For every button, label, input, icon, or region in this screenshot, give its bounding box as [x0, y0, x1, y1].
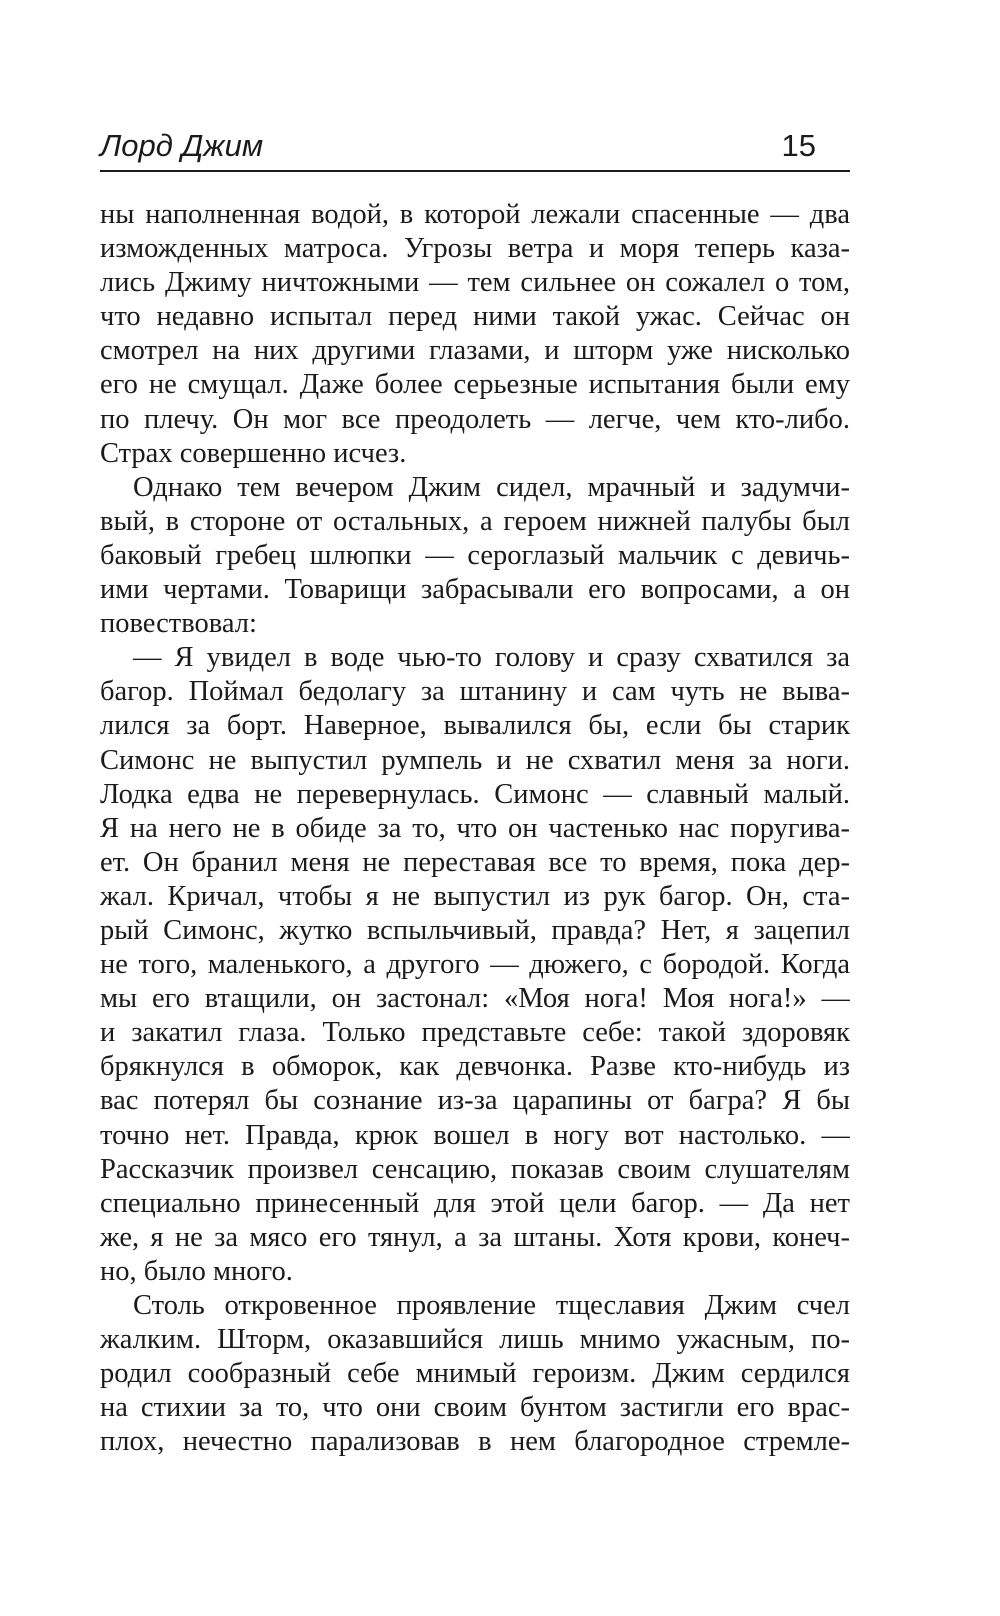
- text-line: рый Симонс, жутко вспыльчивый, правда? Нет, я зацепил: [100, 914, 850, 946]
- body-text: [100, 198, 850, 1459]
- text-line: но, было много.: [100, 1255, 293, 1287]
- text-line: специально принесенный для этой цели багор. — Да нет: [100, 1187, 850, 1219]
- text-line: Столь откровенное проявление тщеславия Джим счел: [133, 1290, 850, 1321]
- text-line: вас потерял бы сознание из-за царапины от багра? Я бы: [100, 1085, 850, 1117]
- text-line: ет. Он бранил меня не переставая все то время, пока дер-: [100, 846, 850, 878]
- text-line: смотрел на них другими глазами, и шторм уже нисколько: [100, 335, 850, 367]
- text-line: по плечу. Он мог все преодолеть — легче, чем кто-либо.: [100, 403, 850, 435]
- text-line: Симонс не выпустил румпель и не схватил меня за ноги.: [100, 744, 850, 776]
- text-line: Однако тем вечером Джим сидел, мрачный и задумчи-: [133, 471, 850, 503]
- text-line: жал. Кричал, чтобы я не выпустил из рук багор. Он, ста-: [100, 880, 850, 912]
- text-line: точно нет. Правда, крюк вошел в ногу вот настолько. —: [100, 1119, 850, 1151]
- text-line: брякнулся в обморок, как девчонка. Разве кто-нибудь из: [100, 1051, 850, 1083]
- book-title: Лорд Джим: [100, 128, 264, 163]
- text-line: ны наполненная водой, в которой лежали спасенные — два: [100, 199, 850, 230]
- text-line: плох, нечестно парализовав в нем благородное стремле-: [100, 1426, 850, 1458]
- text-line: Рассказчик произвел сенсацию, показав своим слушателям: [100, 1153, 850, 1185]
- text-line: мы его втащили, он застонал: «Моя нога! Моя нога!» —: [100, 983, 850, 1015]
- text-line: изможденных матроса. Угрозы ветра и моря теперь каза-: [100, 233, 850, 265]
- text-line: Я на него не в обиде за то, что он частенько нас поругива-: [100, 812, 850, 844]
- page-number: 15: [781, 128, 816, 163]
- text-line: повествовал:: [100, 608, 257, 640]
- text-line: что недавно испытал перед ними такой ужас. Сейчас он: [100, 301, 850, 333]
- text-line: Страх совершенно исчез.: [100, 437, 407, 469]
- text-line: же, я не за мясо его тянул, а за штаны. Хотя крови, конеч-: [100, 1221, 850, 1253]
- running-header: [100, 126, 850, 172]
- text-line: на стихии за то, что они своим бунтом застигли его врас-: [100, 1392, 850, 1424]
- text-line: — Я увидел в воде чью-то голову и сразу схватился за: [133, 642, 850, 674]
- text-line: лился за борт. Наверное, вывалился бы, если бы старик: [100, 710, 850, 742]
- text-line: багор. Поймал бедолагу за штанину и сам чуть не выва-: [100, 676, 850, 708]
- text-line: его не смущал. Даже более серьезные испытания были ему: [100, 369, 850, 401]
- text-line: родил сообразный себе мнимый героизм. Джим сердился: [100, 1358, 850, 1390]
- text-line: не того, маленького, а другого — дюжего, с бородой. Когда: [100, 949, 850, 981]
- text-line: ими чертами. Товарищи забрасывали его вопросами, а он: [100, 574, 850, 606]
- text-line: Лодка едва не перевернулась. Симонс — славный малый.: [100, 778, 850, 810]
- text-line: лись Джиму ничтожными — тем сильнее он сожалел о том,: [100, 267, 850, 299]
- text-line: вый, в стороне от остальных, а героем нижней палубы был: [100, 505, 850, 537]
- text-line: и закатил глаза. Только представьте себе: такой здоровяк: [100, 1017, 850, 1049]
- text-line: жалким. Шторм, оказавшийся лишь мнимо ужасным, по-: [100, 1324, 850, 1356]
- text-line: баковый гребец шлюпки — сероглазый мальчик с девичь-: [100, 539, 850, 571]
